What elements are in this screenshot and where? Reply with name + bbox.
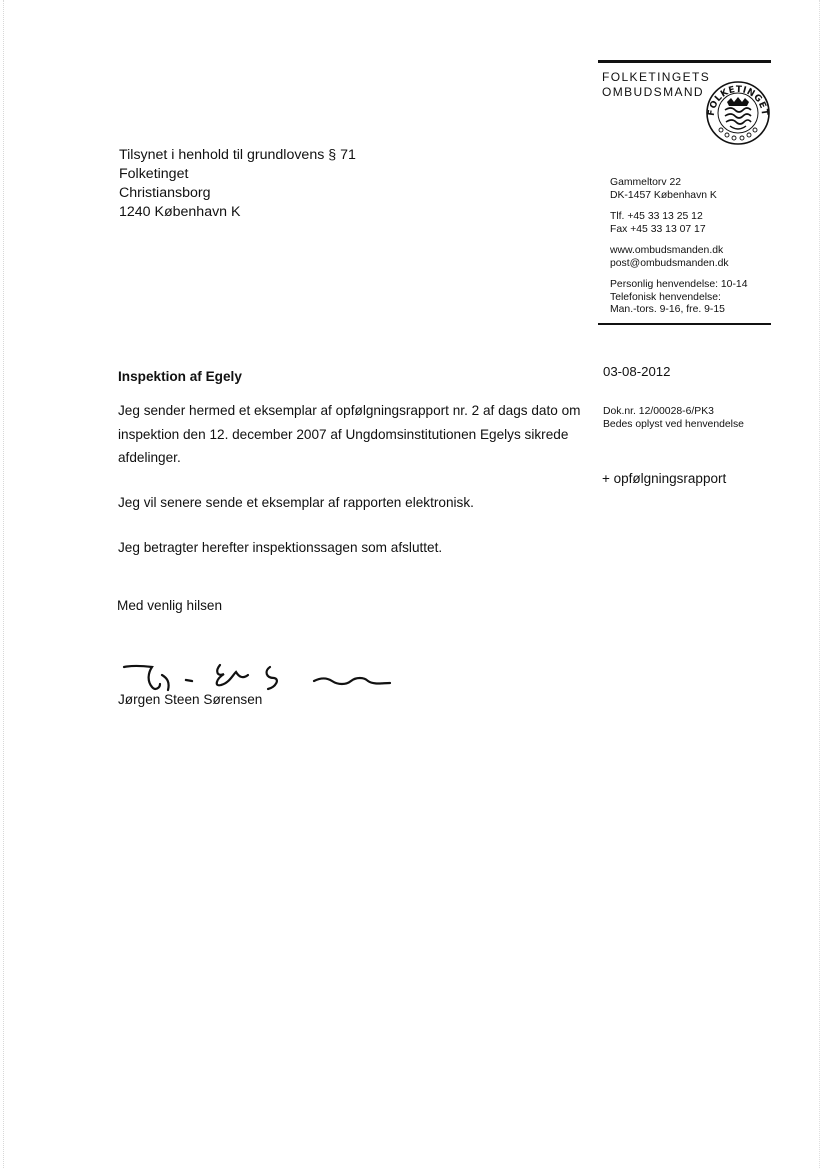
letter-paragraph-3: Jeg betragter herefter inspektionssagen som afsluttet. xyxy=(118,540,443,555)
letter-paragraph-2: Jeg vil senere sende et eksemplar af rapporten elektronisk. xyxy=(118,495,474,510)
document-reference xyxy=(603,405,744,431)
paragraph-1-line2: inspektion den 12. december 2007 af Ungdomsinstitutionen Egelys sikrede xyxy=(118,426,569,442)
document-reference-note: Bedes oplyst ved henvendelse xyxy=(603,419,744,430)
scan-edge-left xyxy=(3,0,5,1168)
sender-postal: DK-1457 København K xyxy=(610,189,717,201)
recipient-line1: Tilsynet i henhold til grundlovens § 71 xyxy=(119,147,356,163)
letter-date: 03-08-2012 xyxy=(603,364,671,379)
sender-email: post@ombudsmanden.dk xyxy=(610,257,729,269)
letterhead-top-rule xyxy=(598,60,771,63)
sender-phone: Tlf. +45 33 13 25 12 xyxy=(610,211,703,222)
scan-edge-right xyxy=(819,0,821,1168)
sender-web: www.ombudsmanden.dk xyxy=(610,245,724,256)
sender-hours-phone-label: Telefonisk henvendelse: xyxy=(610,291,721,303)
sender-fax: Fax +45 33 13 07 17 xyxy=(610,223,706,235)
letter-closing: Med venlig hilsen xyxy=(117,598,223,613)
letter-paragraph-1 xyxy=(118,399,588,470)
seal-text: FOLKETINGET xyxy=(706,84,770,117)
recipient-line2: Folketinget xyxy=(119,166,189,182)
sender-hours-personal: Personlig henvendelse: 10-14 xyxy=(610,279,748,290)
organization-name-line1: FOLKETINGETS xyxy=(602,70,711,84)
organization-name-line2: OMBUDSMAND xyxy=(602,84,705,99)
paragraph-1-line3: afdelinger. xyxy=(118,450,181,465)
letter-subject: Inspektion af Egely xyxy=(118,369,242,384)
sender-hours-phone: Man.-tors. 9-16, fre. 9-15 xyxy=(610,304,725,315)
organization-name xyxy=(602,70,710,99)
signer-name: Jørgen Steen Sørensen xyxy=(118,692,263,707)
letterhead-bottom-rule xyxy=(598,323,771,325)
enclosure-note: + opfølgningsrapport xyxy=(602,471,727,486)
sender-contact-block xyxy=(610,177,747,326)
paragraph-1-line1: Jeg sender hermed et eksemplar af opfølgningsrapport nr. 2 af dags dato om xyxy=(118,403,581,418)
parliament-seal-icon xyxy=(705,80,771,146)
document-number: Dok.nr. 12/00028-6/PK3 xyxy=(603,406,714,417)
sender-street: Gammeltorv 22 xyxy=(610,177,682,188)
recipient-line3: Christiansborg xyxy=(119,185,211,201)
recipient-address xyxy=(119,146,356,222)
recipient-line4: 1240 København K xyxy=(119,204,241,220)
